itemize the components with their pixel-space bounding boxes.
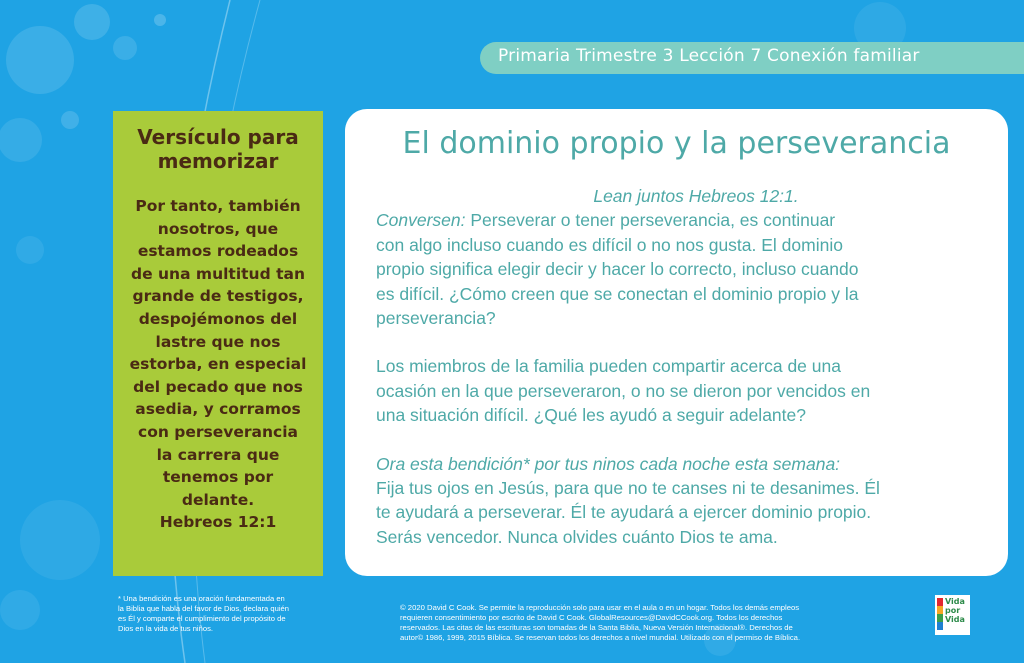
family-paragraph-line: Los miembros de la familia pueden compartir acerca de una xyxy=(376,356,841,377)
memory-verse-title: Versículo para memorizar xyxy=(137,125,299,173)
logo-stripes-icon xyxy=(937,598,943,630)
copyright-notice: © 2020 David C Cook. Se permite la reproducción solo para usar en el aula o en un hogar. Todos los demás empleos requieren consentimiento por escrito de David C Cook. GlobalResources@DavidCCook.org. Todos los derechos reservados. Las citas de las escrituras son tomadas de la Santa Biblia, Nueva Versión Internacional®. Derechos de autor© 1986, 1999, 2015 Bíblica. Se reservan todos los derechos a nivel mundial. Utilizado con el permiso de Bíblica. xyxy=(400,603,801,642)
blessing-footnote: * Una bendición es una oración fundamentada en la Biblia que habla del favor de Dios, declara quién es Él y comparte el cumplimiento del propósito de Dios en la vida de tus niños. xyxy=(118,594,289,633)
lesson-header-title: Primaria Trimestre 3 Lección 7 Conexión familiar xyxy=(498,46,920,66)
conversen-paragraph: Conversen: Perseverar o tener perseverancia, es continuar xyxy=(376,210,836,231)
card-body: Lean juntos Hebreos 12:1. Conversen: Perseverar o tener perseverancia, es continuar con algo incluso cuando es difícil o no nos gusta. El dominio propio significa elegir decir y hacer lo correcto, incluso cuando es difícil. ¿Cómo creen que se conectan el dominio propio y la perseverancia? Los miembros de la familia pueden compartir acerca de una ocasión en la que perseveraron, o no se dieron por vencidos en una situación difícil. ¿Qué les ayudó a seguir adelante? Ora esta bendición* por tus ninos cada noche esta semana: Fija tus ojos en Jesús, para que no te canses ni te desanimes. Él te ayudará a perseverar. Él te ayudará a ejercer dominio propio. Serás vencedor. Nunca olvides cuánto Dios te ama. xyxy=(376,184,976,549)
memory-verse-reference: Hebreos 12:1 xyxy=(159,513,277,532)
memory-verse-text: Por tanto, también nosotros, que estamos rodeados de una multitud tan grande de testigos, despojémonos del lastre que nos estorba, en especial del pecado que nos asedia, y corramos con perseverancia la carrera que tenemos por delante. xyxy=(129,197,307,509)
conversen-label: Conversen: xyxy=(376,210,466,231)
vida-por-vida-logo: Vida por Vida xyxy=(935,595,970,635)
memory-verse-box xyxy=(113,111,323,576)
blessing-instruction: Ora esta bendición* por tus ninos cada noche esta semana: xyxy=(376,453,841,474)
blessing-text-line: Fija tus ojos en Jesús, para que no te canses ni te desanimes. Él xyxy=(376,478,880,499)
read-together-line: Lean juntos Hebreos 12:1. xyxy=(593,186,799,206)
card-title: El dominio propio y la perseverancia xyxy=(402,126,951,161)
